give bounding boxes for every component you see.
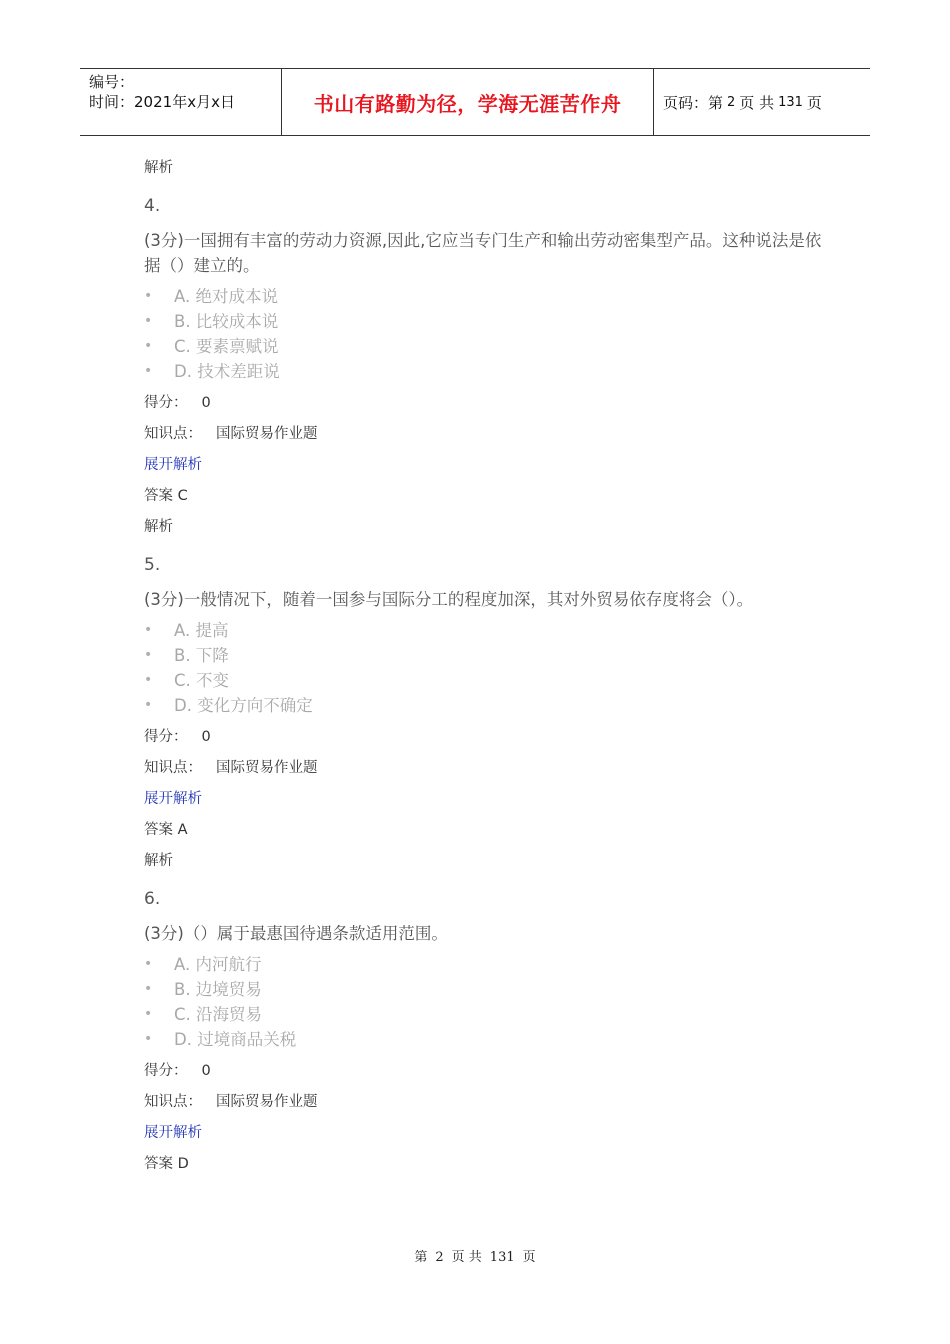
option-c[interactable]: • C. 沿海贸易 [144, 1002, 824, 1027]
knowledge-label: 知识点： [144, 1094, 202, 1110]
option-list [144, 952, 824, 1052]
header-motto: 书山有路勤为径，学海无涯苦作舟 [281, 69, 654, 135]
page-suffix: 页 [806, 93, 822, 112]
page-total: 131 [778, 94, 803, 110]
question-number: 5. [144, 555, 161, 575]
option-b[interactable]: • B. 下降 [144, 643, 824, 668]
question-text: (3分)一国拥有丰富的劳动力资源,因此,它应当专门生产和输出劳动密集型产品。这种说法是依据（）建立的。 [144, 231, 822, 275]
knowledge-label: 知识点： [144, 760, 202, 776]
score-row [144, 722, 824, 753]
option-c[interactable]: • C. 要素禀赋说 [144, 334, 824, 359]
analysis-label: 解析 [144, 160, 173, 176]
date-value: 2021年x月x日 [134, 93, 235, 111]
footer-suffix: 页 [522, 1250, 536, 1265]
score-label: 得分： [144, 1063, 188, 1079]
footer-prefix: 第 [414, 1250, 428, 1265]
option-a[interactable]: • A. 提高 [144, 618, 824, 643]
option-d[interactable]: • D. 过境商品关税 [144, 1027, 824, 1052]
expand-analysis-link[interactable]: 展开解析 [144, 1125, 202, 1141]
option-c[interactable]: • C. 不变 [144, 668, 824, 693]
option-b[interactable]: • B. 边境贸易 [144, 977, 824, 1002]
knowledge-value: 国际贸易作业题 [216, 760, 318, 776]
answer-value: C [177, 488, 188, 504]
question-block [144, 877, 824, 1180]
question-text: (3分)一般情况下，随着一国参与国际分工的程度加深，其对外贸易依存度将会（）。 [144, 590, 754, 609]
option-a[interactable]: • A. 内河航行 [144, 952, 824, 977]
knowledge-row [144, 1087, 824, 1118]
question-block [144, 184, 824, 543]
date-line [89, 92, 281, 112]
option-list [144, 618, 824, 718]
option-d[interactable]: • D. 技术差距说 [144, 359, 824, 384]
question-text: (3分)（）属于最惠国待遇条款适用范围。 [144, 924, 448, 943]
answer-value: D [177, 1156, 189, 1172]
page-footer [0, 1246, 950, 1265]
date-label: 时间： [89, 93, 135, 111]
answer-row [144, 815, 824, 846]
analysis-label: 解析 [144, 519, 173, 535]
score-row [144, 388, 824, 419]
score-row [144, 1056, 824, 1087]
page-current: 2 [727, 94, 736, 110]
knowledge-label: 知识点： [144, 426, 202, 442]
score-label: 得分： [144, 729, 188, 745]
score-label: 得分： [144, 395, 188, 411]
page-prefix: 页码：第 [663, 93, 724, 112]
score-value: 0 [201, 1063, 211, 1079]
score-value: 0 [201, 395, 211, 411]
footer-mid: 页 共 [451, 1250, 482, 1265]
header-meta [80, 69, 281, 135]
knowledge-row [144, 753, 824, 784]
page-header [80, 68, 870, 136]
footer-current: 2 [435, 1250, 444, 1265]
header-page-info [654, 69, 870, 135]
knowledge-row [144, 419, 824, 450]
answer-row [144, 1149, 824, 1180]
question-number: 6. [144, 889, 161, 909]
answer-label: 答案 [144, 822, 173, 838]
number-label: 编号： [89, 73, 135, 91]
question-block [144, 543, 824, 877]
score-value: 0 [201, 729, 211, 745]
footer-total: 131 [489, 1250, 515, 1265]
answer-value: A [177, 822, 188, 838]
question-number: 4. [144, 196, 161, 216]
knowledge-value: 国际贸易作业题 [216, 1094, 318, 1110]
option-a[interactable]: • A. 绝对成本说 [144, 284, 824, 309]
expand-analysis-link[interactable]: 展开解析 [144, 791, 202, 807]
page-mid: 页 共 [739, 93, 775, 112]
answer-label: 答案 [144, 1156, 173, 1172]
option-list [144, 284, 824, 384]
answer-row [144, 481, 824, 512]
knowledge-value: 国际贸易作业题 [216, 426, 318, 442]
expand-analysis-link[interactable]: 展开解析 [144, 457, 202, 473]
option-b[interactable]: • B. 比较成本说 [144, 309, 824, 334]
answer-label: 答案 [144, 488, 173, 504]
option-d[interactable]: • D. 变化方向不确定 [144, 693, 824, 718]
analysis-label: 解析 [144, 853, 173, 869]
main-content [144, 153, 824, 1180]
